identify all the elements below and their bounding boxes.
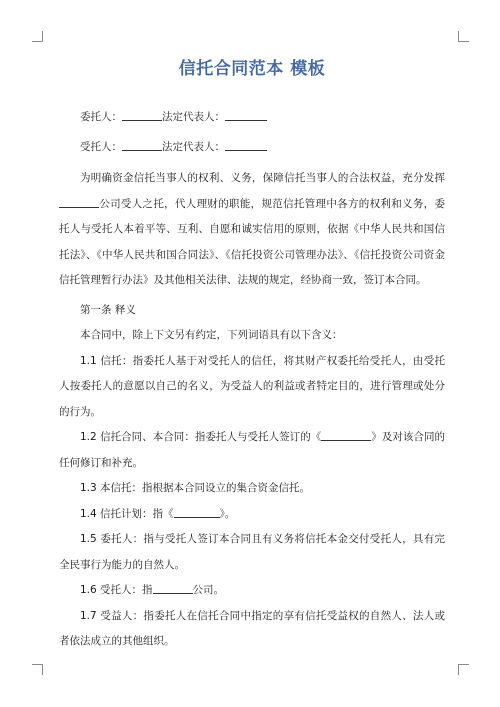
crop-mark-top-right bbox=[458, 31, 469, 42]
trustee-rep-blank bbox=[225, 139, 267, 151]
definition-1-4-text-1: 1.4 信托计划：指《 bbox=[80, 507, 174, 520]
client-rep-label: 法定代表人： bbox=[162, 111, 225, 123]
definition-1-6-text-1: 1.6 受托人：指 bbox=[80, 584, 153, 596]
definition-1-6 bbox=[59, 578, 445, 604]
client-rep-blank bbox=[225, 109, 267, 121]
document-title: 信托合同范本 模板 bbox=[178, 59, 326, 79]
article-1-heading: 第一条 释义 bbox=[80, 303, 136, 316]
definition-1-6-text-2: 公司。 bbox=[192, 584, 225, 596]
client-line bbox=[59, 105, 445, 131]
intro-text-2: 公司受人之托，代人理财的职能，规范信托管理中各方的权利和义务，委托人与受托人本着平等、互利、自愿和诚实信用的原则，依据《中华人民共和国信托法》、《中华人民共和国合同法》、《信托投资公司管理办法》、《信托投资公司资金信托管理暂行办法》及其他相关法律、法规的规定，经协商一致，签订本合同。 bbox=[59, 197, 445, 286]
intro-paragraph bbox=[59, 166, 445, 294]
crop-mark-top-left bbox=[32, 31, 43, 42]
definition-1-2-blank bbox=[321, 429, 371, 441]
trustee-label: 受托人： bbox=[80, 140, 122, 153]
definition-1-4 bbox=[59, 502, 445, 528]
trustee-line bbox=[59, 135, 445, 161]
definition-1-6-blank bbox=[153, 582, 193, 594]
trustee-rep-label: 法定代表人： bbox=[162, 140, 225, 153]
definition-1-2 bbox=[59, 425, 445, 476]
intro-blank-2 bbox=[79, 196, 99, 208]
crop-mark-bottom-right bbox=[458, 664, 469, 675]
crop-mark-bottom-left bbox=[32, 664, 43, 675]
definition-1-2-text-1: 1.2 信托合同、本合同：指委托人与受托人签订的《 bbox=[80, 431, 322, 443]
definition-1-3: 1.3 本信托：指根据本合同设立的集合资金信托。 bbox=[80, 482, 311, 494]
trustee-name-blank bbox=[122, 139, 162, 151]
article-1-lead: 本合同中，除上下文另有约定，下列词语具有以下含义： bbox=[80, 329, 343, 341]
definition-1-7: 1.7 受益人：指委托人在信托合同中指定的享有信托受益权的自然人、法人或者依法成立的其他组织。 bbox=[59, 609, 445, 647]
document-page bbox=[59, 58, 445, 655]
intro-blank-1 bbox=[59, 196, 79, 208]
definition-1-2-text-2: 》及对该合同的任何修订和补充。 bbox=[59, 431, 445, 469]
client-name-blank bbox=[122, 109, 162, 121]
client-label: 委托人： bbox=[80, 111, 122, 123]
intro-text-1: 为明确资金信托当事人的权利、义务，保障信托当事人的合法权益，充分发挥 bbox=[80, 172, 445, 184]
definition-1-4-blank bbox=[174, 506, 220, 518]
definition-1-4-text-2: 》。 bbox=[219, 507, 236, 520]
definition-1-5: 1.5 委托人：指与受托人签订本合同且有义务将信托本金交付受托人，具有完全民事行为能力的自然人。 bbox=[59, 533, 445, 571]
definition-1-1: 1.1 信托：指委托人基于对受托人的信任，将其财产权委托给受托人，由受托人按委托人的意愿以自己的名义，为受益人的利益或者特定目的，进行管理或处分的行为。 bbox=[59, 354, 445, 418]
